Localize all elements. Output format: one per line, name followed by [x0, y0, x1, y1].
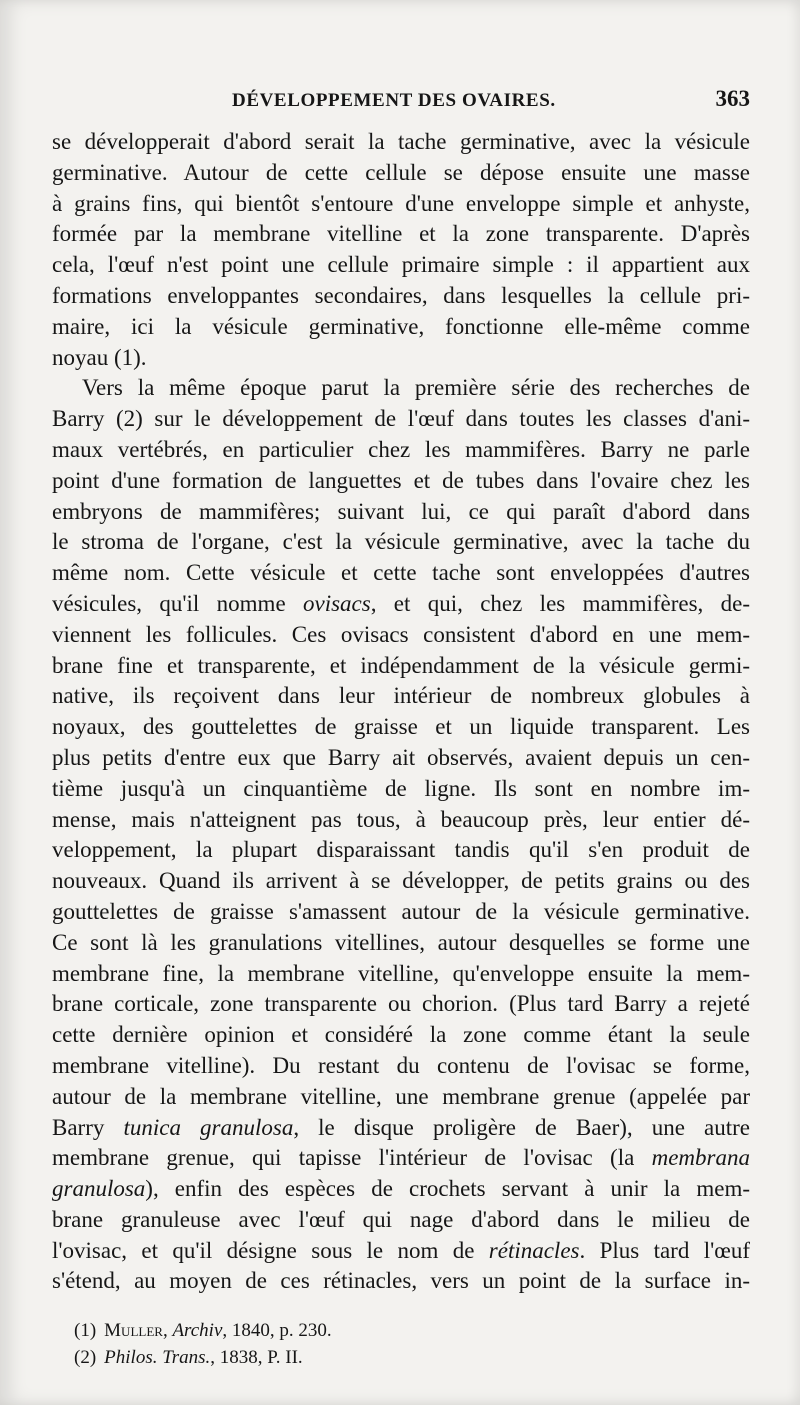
italic-term: granulosa [52, 1176, 146, 1202]
text-line: native, ils reçoivent dans leur intérieur de nombreux globules à [52, 683, 750, 709]
text-line: membrane fine, la membrane vitelline, qu'enveloppe ensuite la mem- [52, 960, 750, 986]
text-line: Barry (2) sur le développement de l'œuf dans toutes les classes d'ani- [52, 406, 750, 432]
footnote-number: (2) [74, 1347, 97, 1368]
footnote-author: Muller [104, 1320, 163, 1341]
text-line: mense, mais n'atteignent pas tous, à beaucoup près, leur entier dé- [52, 806, 750, 832]
footnote-reference: , 1840, p. 230. [222, 1320, 332, 1341]
text-line: s'étend, au moyen de ces rétinacles, vers un point de la surface in- [52, 1268, 750, 1294]
footnote-separator: , [162, 1320, 173, 1341]
text-run: Barry [52, 1114, 124, 1140]
text-line: cela, l'œuf n'est point une cellule primaire simple : il appartient aux [52, 252, 750, 278]
footnote-title: Philos. Trans. [104, 1347, 211, 1368]
footnote-2 [74, 1344, 750, 1371]
text-line: germinative. Autour de cette cellule se dépose ensuite une masse [52, 159, 750, 185]
text-run: ), enfin des espèces de crochets servant à unir la mem- [145, 1176, 750, 1202]
footnote-1 [74, 1317, 750, 1344]
text-line: membrane vitelline). Du restant du contenu de l'ovisac se forme, [52, 1052, 750, 1078]
italic-term: tunica granulosa [123, 1114, 294, 1140]
page-number: 363 [715, 86, 750, 111]
text-line: noyau (1). [52, 344, 147, 370]
footnote-title: Archiv [172, 1320, 223, 1341]
text-run: membrane grenue, qui tapisse l'intérieur de l'ovisac (la [52, 1145, 652, 1171]
italic-term: ovisacs [303, 590, 371, 616]
footnotes [74, 1317, 750, 1371]
text-line: Vers la même époque parut la première série des recherches de [82, 375, 750, 401]
text-line: brane fine et transparente, et indépendamment de la vésicule germi- [52, 652, 750, 678]
text-run: , et qui, chez les mammifères, de- [370, 590, 750, 616]
italic-term: membrana [651, 1145, 750, 1171]
text-line: Ce sont là les granulations vitellines, autour desquelles se forme une [52, 929, 750, 955]
text-run: vésicules, qu'il nomme [52, 590, 303, 616]
text-line [52, 1236, 750, 1267]
italic-term: rétinacles [488, 1237, 580, 1263]
text-line: autour de la membrane vitelline, une membrane grenue (appelée par [52, 1083, 750, 1109]
text-line: tième jusqu'à un cinquantième de ligne. Ils sont en nombre im- [52, 775, 750, 801]
text-run: , le disque proligère de Baer), une autre [293, 1114, 750, 1140]
text-line: plus petits d'entre eux que Barry ait observés, avaient depuis un cen- [52, 744, 750, 770]
text-line: brane granuleuse avec l'œuf qui nage d'abord dans le milieu de [52, 1206, 750, 1232]
text-line: point d'une formation de languettes et de tubes dans l'ovaire chez les [52, 467, 750, 493]
page-header [52, 86, 750, 120]
text-line: cette dernière opinion et considéré la zone comme étant la seule [52, 1022, 750, 1048]
text-line [52, 1113, 750, 1144]
body-text [52, 127, 750, 1297]
text-line: maux vertébrés, en particulier chez les mammifères. Barry ne parle [52, 436, 750, 462]
footnote-reference: , 1838, P. II. [210, 1347, 303, 1368]
text-run: . Plus tard l'œuf [579, 1237, 750, 1263]
text-line [52, 1174, 750, 1205]
text-line: gouttelettes de graisse s'amassent autour de la vésicule germinative. [52, 898, 750, 924]
text-line: formations enveloppantes secondaires, dans lesquelles la cellule pri- [52, 282, 750, 308]
running-title: DÉVELOPPEMENT DES OVAIRES. [232, 90, 556, 111]
text-line: noyaux, des gouttelettes de graisse et un liquide transparent. Les [52, 714, 750, 740]
text-line: viennent les follicules. Ces ovisacs consistent d'abord en une mem- [52, 621, 750, 647]
text-line: veloppement, la plupart disparaissant tandis qu'il s'en produit de [52, 837, 750, 863]
text-line: embryons de mammifères; suivant lui, ce qui paraît d'abord dans [52, 498, 750, 524]
text-line: à grains fins, qui bientôt s'entoure d'une enveloppe simple et anhyste, [52, 190, 750, 216]
text-line: brane corticale, zone transparente ou chorion. (Plus tard Barry a rejeté [52, 991, 750, 1017]
text-line: formée par la membrane vitelline et la zone transparente. D'après [52, 221, 750, 247]
text-line: nouveaux. Quand ils arrivent à se développer, de petits grains ou des [52, 868, 750, 894]
text-line [52, 1143, 750, 1174]
text-line [52, 589, 750, 620]
text-line: se développerait d'abord serait la tache germinative, avec la vésicule [52, 129, 750, 154]
footnote-number: (1) [74, 1320, 97, 1341]
text-line: même nom. Cette vésicule et cette tache sont enveloppées d'autres [52, 560, 750, 586]
text-run: l'ovisac, et qu'il désigne sous le nom de [52, 1237, 489, 1263]
text-line: maire, ici la vésicule germinative, fonctionne elle-même comme [52, 313, 750, 339]
text-line: le stroma de l'organe, c'est la vésicule germinative, avec la tache du [52, 529, 750, 555]
